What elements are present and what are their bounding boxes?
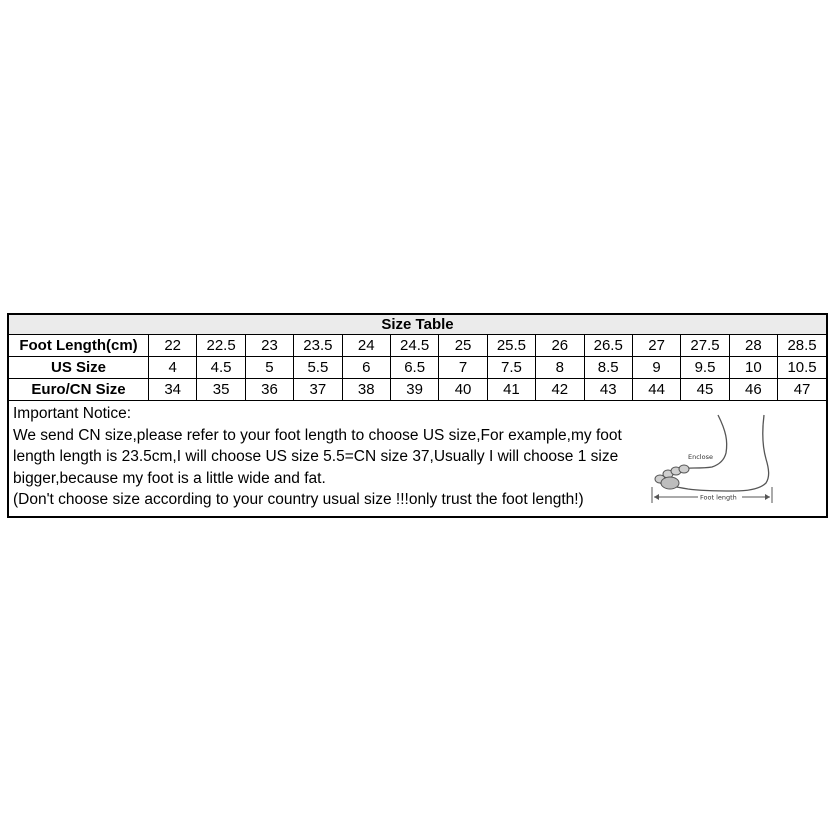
table-cell: 23.5	[294, 335, 342, 357]
table-cell: 27.5	[681, 335, 729, 357]
table-cell: 26	[536, 335, 584, 357]
row-label: US Size	[9, 357, 149, 379]
table-cell: 24.5	[390, 335, 438, 357]
table-cell: 25.5	[487, 335, 535, 357]
table-cell: 10.5	[778, 357, 826, 379]
table-cell: 6	[342, 357, 390, 379]
table-cell: 5.5	[294, 357, 342, 379]
table-cell: 42	[536, 379, 584, 401]
table-cell: 38	[342, 379, 390, 401]
row-label: Foot Length(cm)	[9, 335, 149, 357]
size-chart	[7, 313, 828, 518]
table-cell: 9	[632, 357, 680, 379]
table-cell: 5	[245, 357, 293, 379]
row-label: Euro/CN Size	[9, 379, 149, 401]
table-cell: 22	[149, 335, 197, 357]
table-cell: 4.5	[197, 357, 245, 379]
table-cell: 44	[632, 379, 680, 401]
table-cell: 37	[294, 379, 342, 401]
foot-length-label: Foot length	[700, 493, 737, 502]
table-cell: 24	[342, 335, 390, 357]
table-cell: 41	[487, 379, 535, 401]
notice-text	[13, 403, 663, 511]
table-cell: 46	[729, 379, 777, 401]
notice-line-4: (Don't choose size according to your country usual size !!!only trust the foot length!)	[13, 491, 584, 508]
table-cell: 8.5	[584, 357, 632, 379]
notice-heading: Important Notice:	[13, 405, 132, 422]
notice-section	[9, 401, 826, 519]
table-cell: 22.5	[197, 335, 245, 357]
table-row	[9, 379, 826, 401]
table-cell: 8	[536, 357, 584, 379]
foot-measure-icon	[648, 411, 788, 511]
table-cell: 40	[439, 379, 487, 401]
table-cell: 35	[197, 379, 245, 401]
table-cell: 23	[245, 335, 293, 357]
table-cell: 28	[729, 335, 777, 357]
table-cell: 4	[149, 357, 197, 379]
table-cell: 28.5	[778, 335, 826, 357]
table-cell: 47	[778, 379, 826, 401]
notice-line-3: bigger,because my foot is a little wide and fat.	[13, 469, 326, 487]
table-cell: 9.5	[681, 357, 729, 379]
table-cell: 43	[584, 379, 632, 401]
size-table-title: Size Table	[9, 315, 826, 335]
table-cell: 6.5	[390, 357, 438, 379]
table-cell: 27	[632, 335, 680, 357]
size-table	[9, 335, 826, 401]
table-cell: 25	[439, 335, 487, 357]
table-row	[9, 357, 826, 379]
table-cell: 34	[149, 379, 197, 401]
table-cell: 7.5	[487, 357, 535, 379]
table-cell: 36	[245, 379, 293, 401]
table-cell: 10	[729, 357, 777, 379]
enclose-label: Enclose	[688, 453, 713, 461]
table-cell: 26.5	[584, 335, 632, 357]
notice-line-2: length length is 23.5cm,I will choose US size 5.5=CN size 37,Usually I will choose 1 size	[13, 448, 619, 465]
table-cell: 45	[681, 379, 729, 401]
table-cell: 7	[439, 357, 487, 379]
table-cell: 39	[390, 379, 438, 401]
notice-line-1: We send CN size,please refer to your foot length to choose US size,For example,my foot	[13, 426, 622, 444]
table-row	[9, 335, 826, 357]
